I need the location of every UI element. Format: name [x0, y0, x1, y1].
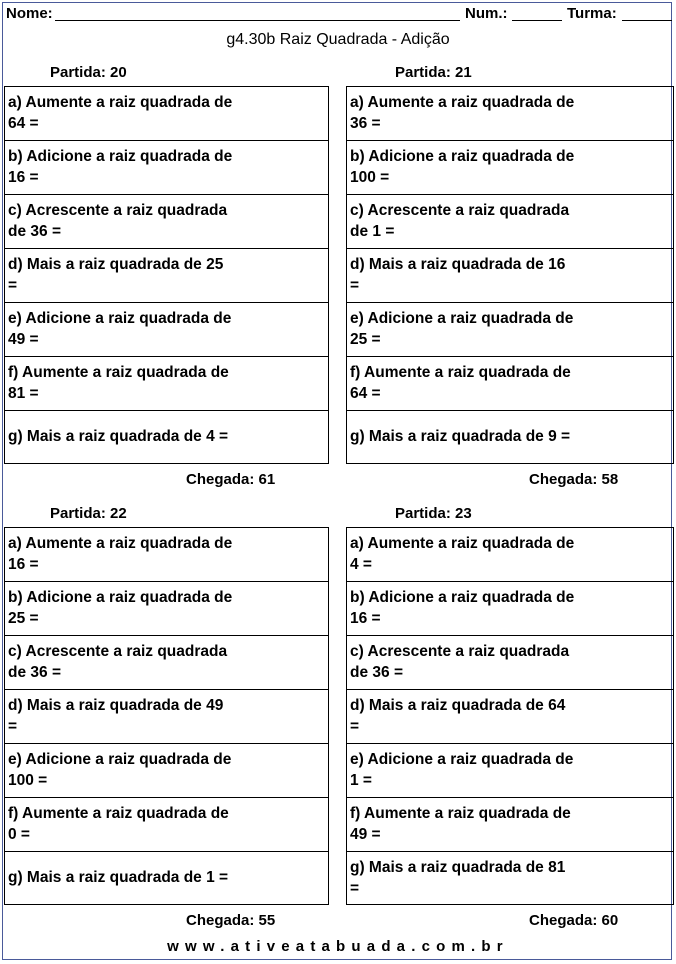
question-text: 36 = — [350, 115, 381, 132]
question-text: 25 = — [350, 331, 381, 348]
chegada-label — [529, 471, 618, 489]
question-item[interactable] — [347, 528, 673, 582]
num-field[interactable] — [512, 20, 562, 21]
question-text: d) Mais a raiz quadrada de 64 — [350, 697, 566, 714]
question-text: f) Aumente a raiz quadrada de — [8, 805, 229, 822]
question-text: g) Mais a raiz quadrada de 9 = — [350, 428, 571, 445]
partida-label — [50, 505, 127, 523]
question-text: 100 = — [8, 772, 48, 789]
question-item[interactable] — [5, 411, 328, 465]
chegada-value: 55 — [258, 912, 276, 929]
question-text: c) Acrescente a raiz quadrada — [350, 202, 570, 219]
question-text: de 1 = — [350, 223, 395, 240]
question-item[interactable] — [5, 852, 328, 906]
question-text: c) Acrescente a raiz quadrada — [350, 643, 570, 660]
partida-text: Partida: — [395, 64, 451, 81]
question-text: f) Aumente a raiz quadrada de — [350, 805, 571, 822]
question-text: c) Acrescente a raiz quadrada — [8, 202, 228, 219]
worksheet-title: g4.30b Raiz Quadrada - Adição — [226, 31, 450, 48]
question-text: d) Mais a raiz quadrada de 49 — [8, 697, 224, 714]
question-item[interactable] — [347, 744, 673, 798]
question-text: a) Aumente a raiz quadrada de — [350, 94, 575, 111]
turma-label: Turma: — [567, 5, 617, 22]
question-text: 49 = — [350, 826, 381, 843]
partida-label — [50, 64, 127, 82]
question-item[interactable] — [347, 195, 673, 249]
question-item[interactable] — [347, 249, 673, 303]
partida-value: 21 — [455, 64, 472, 81]
question-text: 25 = — [8, 610, 39, 627]
question-item[interactable] — [5, 141, 328, 195]
question-text: = — [8, 718, 18, 735]
question-box — [4, 527, 329, 905]
question-text: a) Aumente a raiz quadrada de — [8, 94, 233, 111]
partida-text: Partida: — [50, 505, 106, 522]
question-item[interactable] — [5, 636, 328, 690]
question-text: = — [350, 718, 360, 735]
question-box — [346, 86, 674, 464]
question-item[interactable] — [5, 582, 328, 636]
question-item[interactable] — [5, 744, 328, 798]
partida-value: 20 — [110, 64, 127, 81]
question-item[interactable] — [5, 798, 328, 852]
nome-field[interactable] — [55, 20, 460, 21]
question-text: b) Adicione a raiz quadrada de — [350, 589, 575, 606]
question-text: f) Aumente a raiz quadrada de — [8, 364, 229, 381]
question-text: e) Adicione a raiz quadrada de — [350, 751, 574, 768]
question-text: = — [350, 880, 360, 897]
num-label: Num.: — [465, 5, 508, 22]
partida-label — [395, 505, 472, 523]
question-text: 4 = — [350, 556, 372, 573]
question-text: 64 = — [8, 115, 39, 132]
question-text: = — [350, 277, 360, 294]
question-text: a) Aumente a raiz quadrada de — [8, 535, 233, 552]
question-text: de 36 = — [8, 664, 61, 681]
question-item[interactable] — [5, 249, 328, 303]
partida-value: 23 — [455, 505, 472, 522]
question-text: a) Aumente a raiz quadrada de — [350, 535, 575, 552]
chegada-text: Chegada: — [529, 471, 598, 488]
partida-label — [395, 64, 472, 82]
chegada-text: Chegada: — [529, 912, 598, 929]
question-item[interactable] — [347, 303, 673, 357]
question-text: 49 = — [8, 331, 39, 348]
partida-value: 22 — [110, 505, 127, 522]
question-text: d) Mais a raiz quadrada de 16 — [350, 256, 566, 273]
chegada-value: 58 — [601, 471, 619, 488]
chegada-label — [186, 471, 275, 489]
question-item[interactable] — [347, 141, 673, 195]
question-text: b) Adicione a raiz quadrada de — [8, 589, 233, 606]
question-text: 16 = — [8, 556, 39, 573]
question-item[interactable] — [347, 357, 673, 411]
chegada-label — [529, 912, 618, 930]
question-text: 81 = — [8, 385, 39, 402]
question-text: g) Mais a raiz quadrada de 1 = — [8, 869, 229, 886]
question-item[interactable] — [347, 636, 673, 690]
question-item[interactable] — [5, 303, 328, 357]
question-text: d) Mais a raiz quadrada de 25 — [8, 256, 224, 273]
question-box — [346, 527, 674, 905]
chegada-text: Chegada: — [186, 912, 255, 929]
question-text: 16 = — [8, 169, 39, 186]
chegada-label — [186, 912, 275, 930]
question-text: f) Aumente a raiz quadrada de — [350, 364, 571, 381]
question-item[interactable] — [347, 798, 673, 852]
question-box — [4, 86, 329, 464]
chegada-value: 61 — [258, 471, 276, 488]
question-text: g) Mais a raiz quadrada de 81 — [350, 859, 566, 876]
question-item[interactable] — [347, 87, 673, 141]
question-item[interactable] — [5, 528, 328, 582]
question-item[interactable] — [5, 690, 328, 744]
question-item[interactable] — [5, 195, 328, 249]
question-text: de 36 = — [8, 223, 61, 240]
turma-field[interactable] — [622, 20, 672, 21]
question-item[interactable] — [5, 87, 328, 141]
question-text: g) Mais a raiz quadrada de 4 = — [8, 428, 229, 445]
question-text: = — [8, 277, 18, 294]
chegada-value: 60 — [601, 912, 619, 929]
question-text: c) Acrescente a raiz quadrada — [8, 643, 228, 660]
question-text: b) Adicione a raiz quadrada de — [350, 148, 575, 165]
question-text: 64 = — [350, 385, 381, 402]
question-text: b) Adicione a raiz quadrada de — [8, 148, 233, 165]
question-text: 0 = — [8, 826, 30, 843]
question-item[interactable] — [347, 690, 673, 744]
question-text: 100 = — [350, 169, 390, 186]
question-text: e) Adicione a raiz quadrada de — [8, 310, 232, 327]
question-item[interactable] — [347, 852, 673, 906]
partida-text: Partida: — [395, 505, 451, 522]
question-text: e) Adicione a raiz quadrada de — [350, 310, 574, 327]
question-item[interactable] — [5, 357, 328, 411]
question-item[interactable] — [347, 411, 673, 465]
question-text: de 36 = — [350, 664, 403, 681]
partida-text: Partida: — [50, 64, 106, 81]
chegada-text: Chegada: — [186, 471, 255, 488]
question-text: e) Adicione a raiz quadrada de — [8, 751, 232, 768]
question-text: 16 = — [350, 610, 381, 627]
nome-label: Nome: — [6, 5, 53, 22]
site-footer: www.ativeatabuada.com.br — [167, 938, 509, 955]
question-text: 1 = — [350, 772, 372, 789]
question-item[interactable] — [347, 582, 673, 636]
